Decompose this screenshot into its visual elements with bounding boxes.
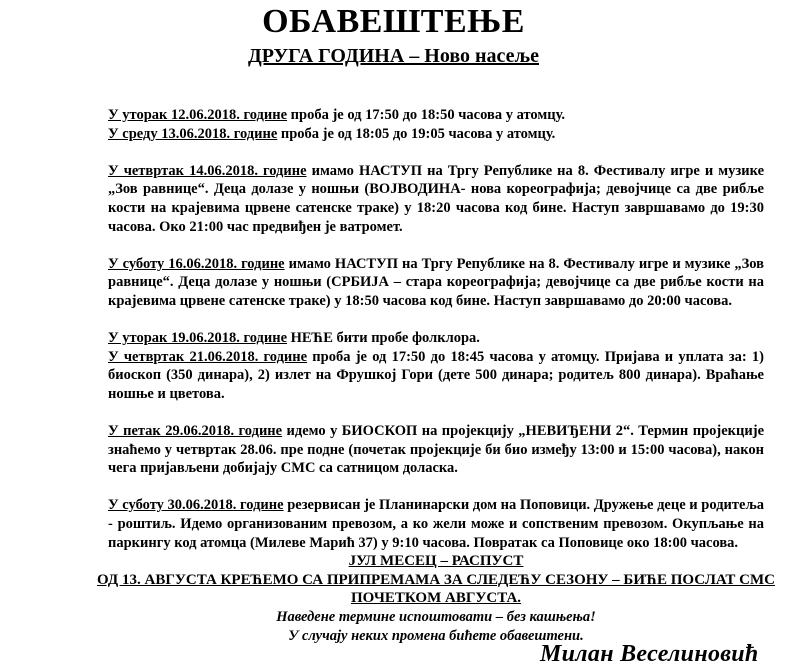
notice-paragraph-4 (108, 255, 764, 311)
closing-notices (97, 552, 775, 646)
paragraph-text: идемо у БИОСКОП на пројекцију „НЕВИЂЕНИ 2“. Термин пројекције знаћемо у четвртак 28.06. пре подне (почетак пројекције би био између 13:00 и 15:00 часова), након чега пријављени добијају СМС са сатницом доласка. (108, 423, 765, 477)
july-break-notice: ЈУЛ МЕСЕЦ – РАСПУСТ (348, 553, 524, 570)
paragraph-text: проба је од 17:50 до 18:45 часова у атомцу. Пријава и уплата за: 1) биоскоп (350 динара), 2) излет на Фрушкој Гори (дете 500 динара; родитељ 800 динара). Враћање ношње и цветова. (108, 348, 764, 402)
paragraph-text: проба је од 17:50 до 18:50 часова у атомцу. (287, 107, 566, 123)
paragraph-date: У четвртак 21.06.2018. године (108, 348, 308, 365)
august-notice-line-2: ПОЧЕТКОМ АВГУСТА. (350, 590, 522, 607)
paragraph-text: резервисан је Планинарски дом на Поповици. Дружење деце и родитеља - роштиљ. Идемо организованим превозом, а ко жели може и сопственим превозом. Окупљање на паркингу код атомца (Милеве Марић 37) у 9:10 часова. Повратак са Поповице око 18:00 часова. (108, 497, 764, 551)
paragraph-date: У суботу 16.06.2018. године (108, 255, 285, 272)
notice-paragraph-8 (108, 496, 764, 552)
paragraph-date: У четвртак 14.06.2018. године (108, 162, 307, 179)
paragraph-text: НЕЋЕ бити пробе фолклора. (287, 330, 480, 347)
notice-paragraph-6 (108, 348, 764, 404)
notice-paragraph-3 (108, 162, 764, 236)
paragraph-date: У среду 13.06.2018. године (108, 125, 278, 142)
page-title: ОБАВЕШТЕЊЕ (262, 3, 525, 40)
paragraph-date: У петак 29.06.2018. године (108, 423, 283, 440)
paragraph-date: У уторак 19.06.2018. године (108, 330, 288, 347)
paragraph-text: имамо НАСТУП на Тргу Републике на 8. Фестивалу игре и музике „Зов равнице“. Деца долазе у ношњи (ВОЈВОДИНА- нова кореографија; девојчице са две рибље кости на крајевима црвене сатенске траке) у 18:20 часова код бине. Наступ завршавамо до 19:30 часова. Око 21:00 час предвиђен је ватромет. (108, 162, 764, 235)
paragraph-date: У суботу 30.06.2018. године (108, 497, 284, 514)
paragraph-text: имамо НАСТУП на Тргу Републике на 8. Фестивалу игре и музике „Зов равнице“. Деца долазе у ношњи (СРБИЈА – стара кореографија; девојчице са две рибље кости на крајевима црвене сатенске траке) у 18:50 часова код бине. Наступ завршавамо до 20:00 часова. (108, 255, 765, 309)
paragraph-date: У уторак 12.06.2018. године (108, 107, 288, 123)
notice-body (97, 106, 775, 646)
notice-paragraph-2 (108, 125, 764, 144)
notice-paragraph-1 (108, 106, 764, 125)
signature: Милан Веселиновић (540, 641, 759, 667)
changes-note: У случају неких промена бићете обавештени. (288, 628, 584, 645)
notice-paragraph-5 (108, 329, 764, 348)
page-subtitle: ДРУГА ГОДИНА – Ново насеље (248, 45, 539, 67)
paragraph-text: проба је од 18:05 до 19:05 часова у атомцу. (277, 125, 556, 142)
notice-paragraph-7 (108, 422, 764, 478)
august-notice-line-1: ОД 13. АВГУСТА КРЕЋЕМО СА ПРИПРЕМАМА ЗА СЛЕДЕЋУ СЕЗОНУ – БИЋЕ ПОСЛАТ СМС (97, 571, 775, 588)
punctuality-note: Наведене термине испоштовати – без кашњења! (276, 609, 596, 626)
